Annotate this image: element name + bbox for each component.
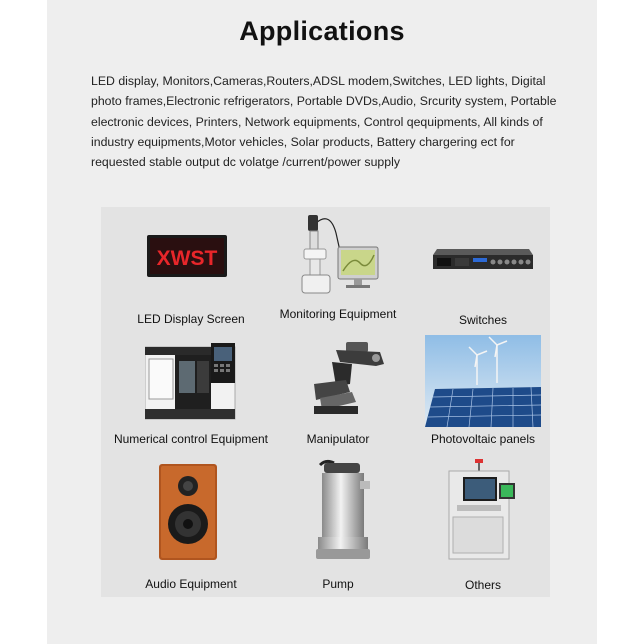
grid-item-label: Monitoring Equipment	[279, 307, 397, 321]
grid-item-audio	[121, 459, 261, 597]
grid-item-label: Audio Equipment	[145, 577, 237, 591]
pump-icon	[312, 459, 376, 565]
grid-item-label: Photovoltaic panels	[430, 432, 536, 446]
grid-item-label: Others	[464, 578, 501, 592]
network-switch-icon	[433, 245, 533, 273]
cnc-machine-icon	[145, 337, 237, 423]
robotic-arm-icon	[306, 340, 390, 420]
grid-item-label: Numerical control Equipment	[113, 432, 269, 446]
led-sign-text: XWST	[156, 247, 218, 270]
applications-description: LED display, Monitors,Cameras,Routers,ADSL modem,Switches, LED lights, Digital photo frames,Electronic refrigerators, Portable DVDs,Audio, Srcurity system, Portable electronic devices, Printers, Network equipments, Control qequipments, All kinds of industry equipments,Motor vehicles, Solar products, Battery chargering ect for requested stable output dc volatge /current/power supply	[91, 74, 557, 170]
grid-item-label: LED Display Screen	[137, 312, 245, 326]
grid-item-label: Manipulator	[306, 432, 370, 446]
grid-item-switches	[413, 212, 553, 327]
solar-panel-icon	[425, 335, 541, 427]
grid-item-label: Pump	[322, 577, 354, 591]
speaker-icon	[159, 464, 217, 560]
grid-item-led-display	[121, 212, 261, 327]
grid-item-label: Switches	[458, 313, 508, 327]
applications-grid	[101, 207, 550, 597]
page-title: Applications	[239, 16, 405, 46]
applications-panel	[47, 0, 597, 644]
grid-item-manipulator	[268, 332, 408, 452]
grid-item-photovoltaic	[413, 332, 553, 452]
inspection-machine-icon	[445, 459, 521, 563]
led-display-icon	[147, 235, 227, 277]
grid-item-cnc	[101, 332, 281, 452]
grid-item-others	[413, 459, 553, 597]
microscope-monitor-icon	[298, 211, 384, 299]
grid-item-pump	[268, 459, 408, 597]
grid-item-monitoring	[268, 207, 408, 327]
